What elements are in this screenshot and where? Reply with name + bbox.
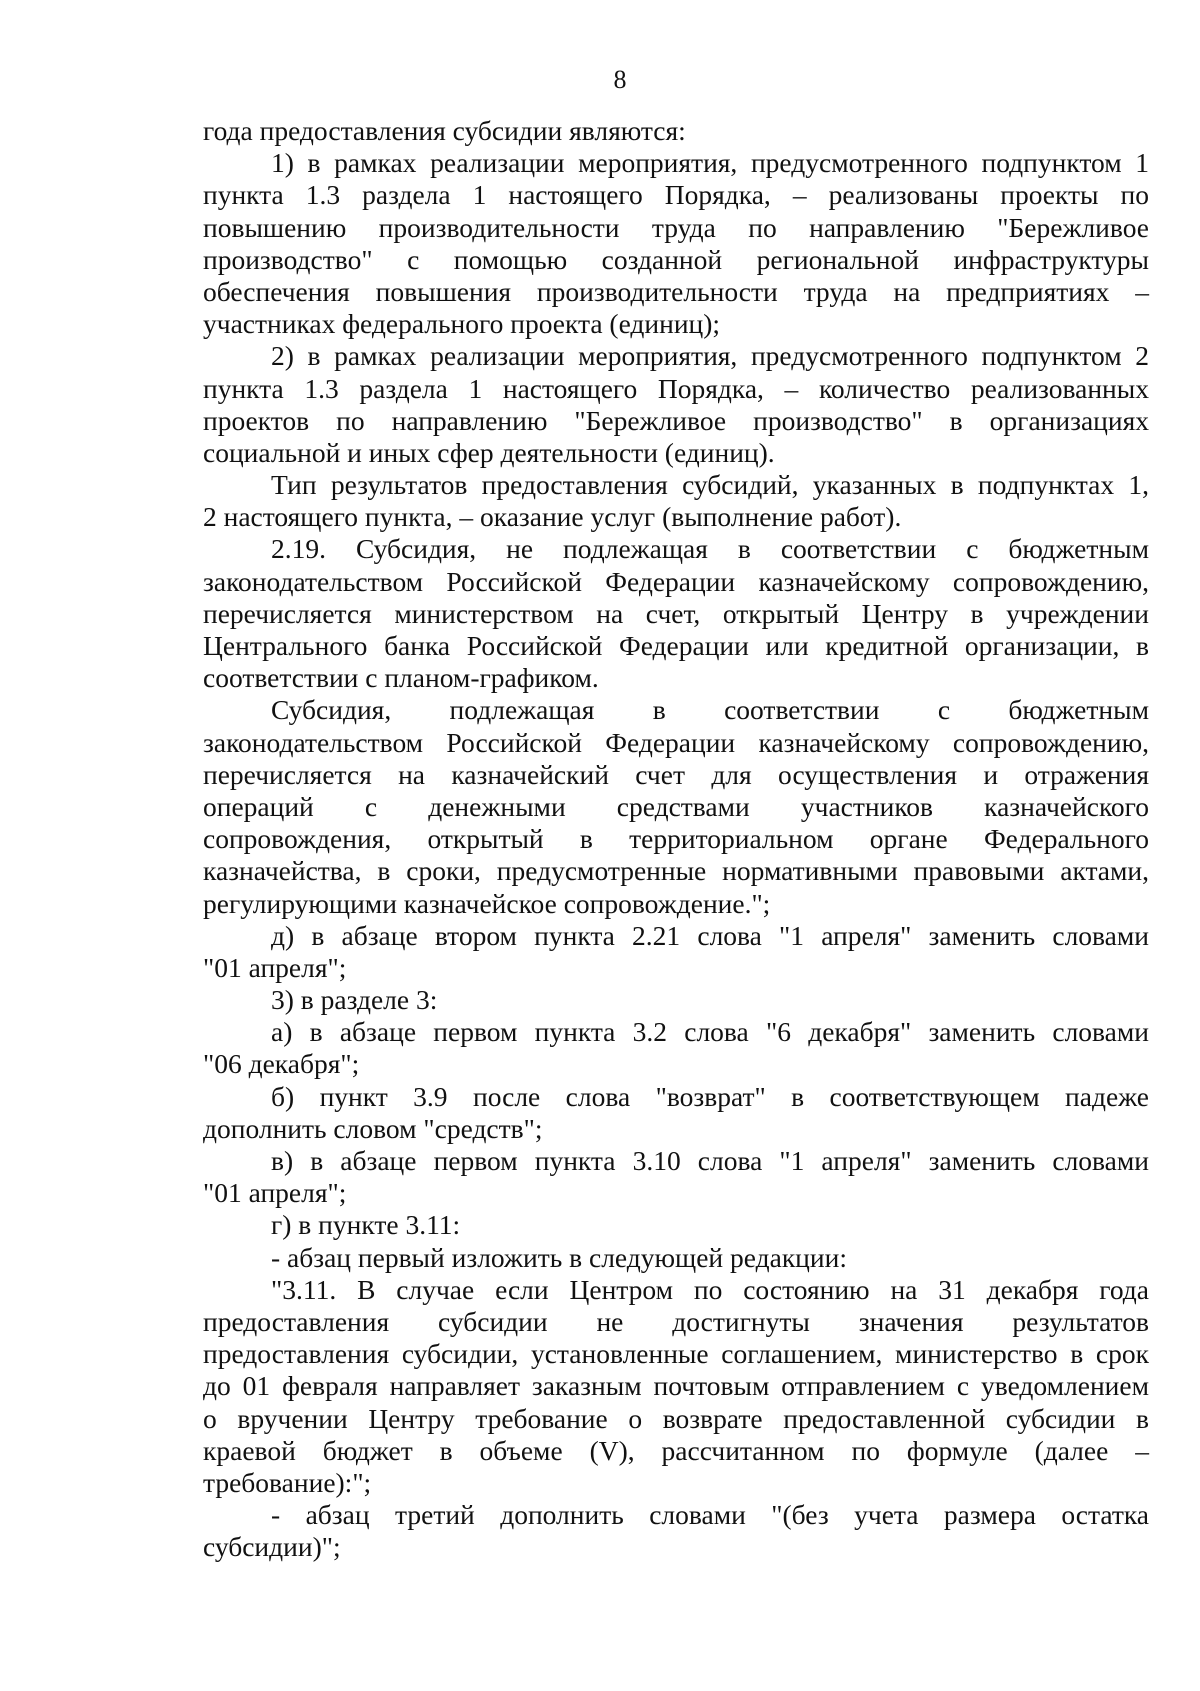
text-line: Тип результатов предоставления субсидий, указанных в подпунктах 1, [271, 469, 1149, 501]
text-line: предоставления субсидии, установленные соглашением, министерство в срок [203, 1338, 1149, 1370]
text-line: - абзац первый изложить в следующей редакции: [271, 1241, 847, 1273]
text-line: пункта 1.3 раздела 1 настоящего Порядка, – количество реализованных [203, 372, 1149, 404]
text-line: - абзац третий дополнить словами "(без учета размера остатка [271, 1499, 1149, 1531]
text-line: дополнить словом "средств"; [203, 1112, 543, 1144]
text-line: в) в абзаце первом пункта 3.10 слова "1 апреля" заменить словами [271, 1145, 1149, 1176]
text-line: требование):"; [203, 1466, 372, 1498]
text-line: 1) в рамках реализации мероприятия, предусмотренного подпунктом 1 [271, 147, 1149, 179]
page-number: 8 [613, 65, 627, 94]
text-line: законодательством Российской Федерации казначейскому сопровождению, [203, 726, 1149, 758]
text-line: 2.19. Субсидия, не подлежащая в соответствии с бюджетным [271, 533, 1149, 565]
text-line: перечисляется министерством на счет, открытый Центру в учреждении [203, 597, 1149, 629]
text-line: повышению производительности труда по направлению "Бережливое [203, 211, 1149, 243]
text-line: субсидии)"; [203, 1531, 341, 1563]
text-line: казначейства, в сроки, предусмотренные нормативными правовыми актами, [203, 855, 1149, 887]
text-line: до 01 февраля направляет заказным почтовым отправлением с уведомлением [203, 1370, 1149, 1402]
text-line: законодательством Российской Федерации казначейскому сопровождению, [203, 565, 1149, 597]
text-line: обеспечения повышения производительности труда на предприятиях – [203, 275, 1149, 307]
text-line: а) в абзаце первом пункта 3.2 слова "6 декабря" заменить словами [271, 1016, 1149, 1048]
text-line: производство" с помощью созданной региональной инфраструктуры [203, 243, 1149, 275]
text-line: Центрального банка Российской Федерации или кредитной организации, в [203, 630, 1149, 661]
text-line: краевой бюджет в объеме (V), рассчитанном по формуле (далее – [203, 1434, 1149, 1466]
text-line: б) пункт 3.9 после слова "возврат" в соответствующем падеже [271, 1080, 1149, 1112]
text-line: 3) в разделе 3: [271, 984, 438, 1016]
text-line: "06 декабря"; [203, 1048, 360, 1080]
text-line: социальной и иных сфер деятельности (единиц). [203, 436, 775, 468]
text-line: д) в абзаце втором пункта 2.21 слова "1 апреля" заменить словами [271, 919, 1149, 951]
text-line: перечисляется на казначейский счет для осуществления и отражения [203, 758, 1149, 790]
text-line: о вручении Центру требование о возврате предоставленной субсидии в [203, 1402, 1149, 1434]
document-body [203, 115, 1149, 1563]
text-line: пункта 1.3 раздела 1 настоящего Порядка, – реализованы проекты по [203, 179, 1149, 211]
text-line: "3.11. В случае если Центром по состоянию на 31 декабря года [271, 1273, 1149, 1305]
text-line: 2) в рамках реализации мероприятия, предусмотренного подпунктом 2 [271, 340, 1149, 372]
text-line: г) в пункте 3.11: [271, 1209, 461, 1241]
text-line: соответствии с планом-графиком. [203, 662, 599, 694]
text-line: сопровождения, открытый в территориальном органе Федерального [203, 823, 1149, 855]
text-line: операций с денежными средствами участников казначейского [203, 790, 1149, 822]
text-line: проектов по направлению "Бережливое производство" в организациях [203, 404, 1149, 436]
text-line: "01 апреля"; [203, 951, 347, 983]
text-line: предоставления субсидии не достигнуты значения результатов [203, 1305, 1149, 1337]
text-line: 2 настоящего пункта, – оказание услуг (выполнение работ). [203, 501, 902, 533]
text-line: "01 апреля"; [203, 1177, 347, 1209]
text-line: Субсидия, подлежащая в соответствии с бюджетным [271, 694, 1149, 726]
text-line: года предоставления субсидии являются: [203, 115, 686, 146]
text-line: участниках федерального проекта (единиц); [203, 308, 721, 340]
text-line: регулирующими казначейское сопровождение."; [203, 887, 771, 919]
